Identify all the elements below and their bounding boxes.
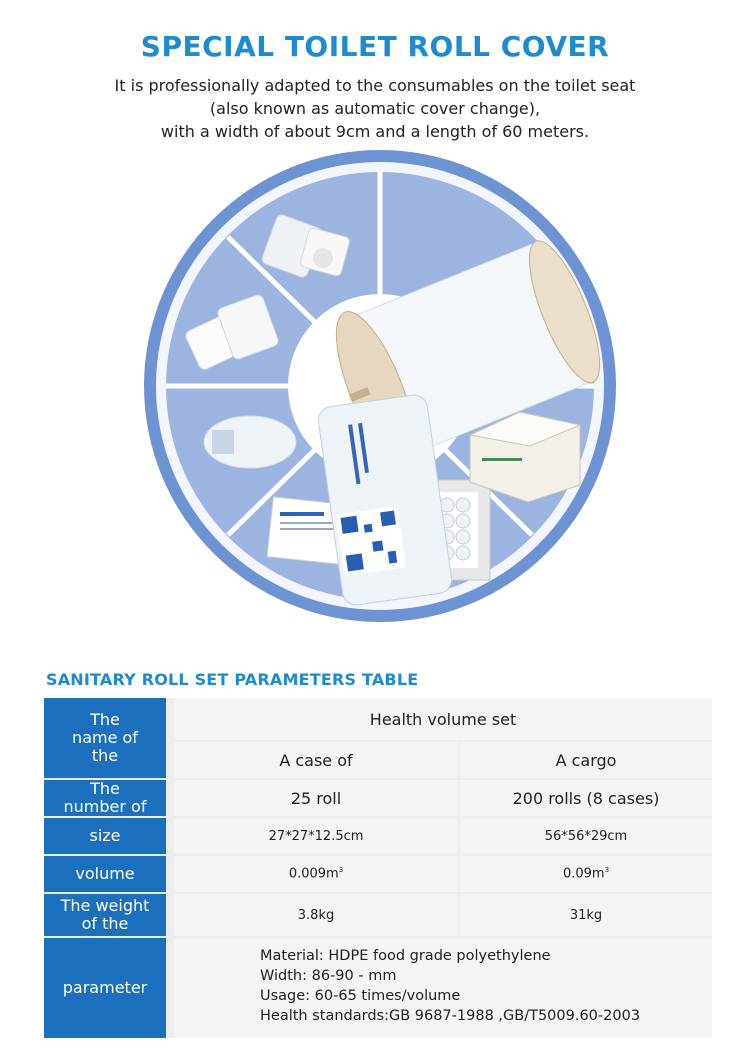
size-cargo: 56*56*29cm	[544, 828, 628, 844]
name-value: Health volume set	[369, 709, 517, 729]
weight-cargo-cell	[460, 894, 712, 936]
volume-case-value: 0.009m	[288, 866, 339, 882]
row-header-parameter	[44, 938, 166, 1038]
size-case: 27*27*12.5cm	[268, 828, 364, 844]
row-header-label: size	[89, 826, 121, 845]
row-header-size	[44, 818, 166, 854]
volume-cargo	[563, 866, 609, 881]
volume-case-cell	[174, 856, 458, 892]
subtitle-line: (also known as automatic cover change),	[209, 99, 541, 118]
page-subtitle	[0, 74, 750, 143]
parameters-table	[44, 698, 712, 1038]
product-showcase-image	[0, 150, 750, 640]
wrapped-roll-photo	[204, 416, 296, 468]
number-cargo-cell	[460, 780, 712, 816]
parameter-line: Material: HDPE food grade polyethylene	[260, 948, 551, 964]
weight-case: 3.8kg	[297, 907, 335, 923]
cubic-superscript: 3	[338, 866, 344, 875]
volume-cargo-cell	[460, 856, 712, 892]
parameter-list	[260, 946, 640, 1026]
row-header-name	[44, 698, 166, 778]
parameter-line: Width: 86-90 - mm	[260, 968, 397, 984]
number-cargo: 200 rolls (8 cases)	[512, 788, 660, 808]
row-header-volume	[44, 856, 166, 892]
row-header-label: The number of	[63, 779, 147, 816]
name-value-cell	[174, 698, 712, 740]
row-header-label: parameter	[62, 978, 148, 997]
row-header-label: The name of the	[72, 710, 138, 765]
volume-cargo-value: 0.09m	[562, 866, 605, 882]
size-case-cell	[174, 818, 458, 854]
page-title: SPECIAL TOILET ROLL COVER	[140, 30, 610, 63]
row-header-label: volume	[75, 864, 135, 883]
unit-cargo-cell	[460, 742, 712, 778]
parameter-line: Health standards:GB 9687-1988 ,GB/T5009.60-2003	[260, 1008, 641, 1024]
weight-case-cell	[174, 894, 458, 936]
weight-cargo: 31kg	[569, 907, 603, 923]
row-header-number	[44, 780, 166, 816]
unit-case: A case of	[279, 750, 353, 770]
size-cargo-cell	[460, 818, 712, 854]
row-header-label: The weight of the	[60, 896, 150, 933]
volume-case	[289, 866, 343, 881]
table-section-title: SANITARY ROLL SET PARAMETERS TABLE	[46, 670, 419, 689]
unit-cargo: A cargo	[555, 750, 617, 770]
number-case: 25 roll	[290, 788, 342, 808]
row-header-weight	[44, 894, 166, 936]
number-case-cell	[174, 780, 458, 816]
unit-case-cell	[174, 742, 458, 778]
subtitle-line: with a width of about 9cm and a length of 60 meters.	[160, 122, 590, 141]
parameter-line: Usage: 60-65 times/volume	[260, 988, 461, 1004]
subtitle-line: It is professionally adapted to the consumables on the toilet seat	[114, 76, 636, 95]
cubic-superscript: 3	[604, 866, 610, 875]
